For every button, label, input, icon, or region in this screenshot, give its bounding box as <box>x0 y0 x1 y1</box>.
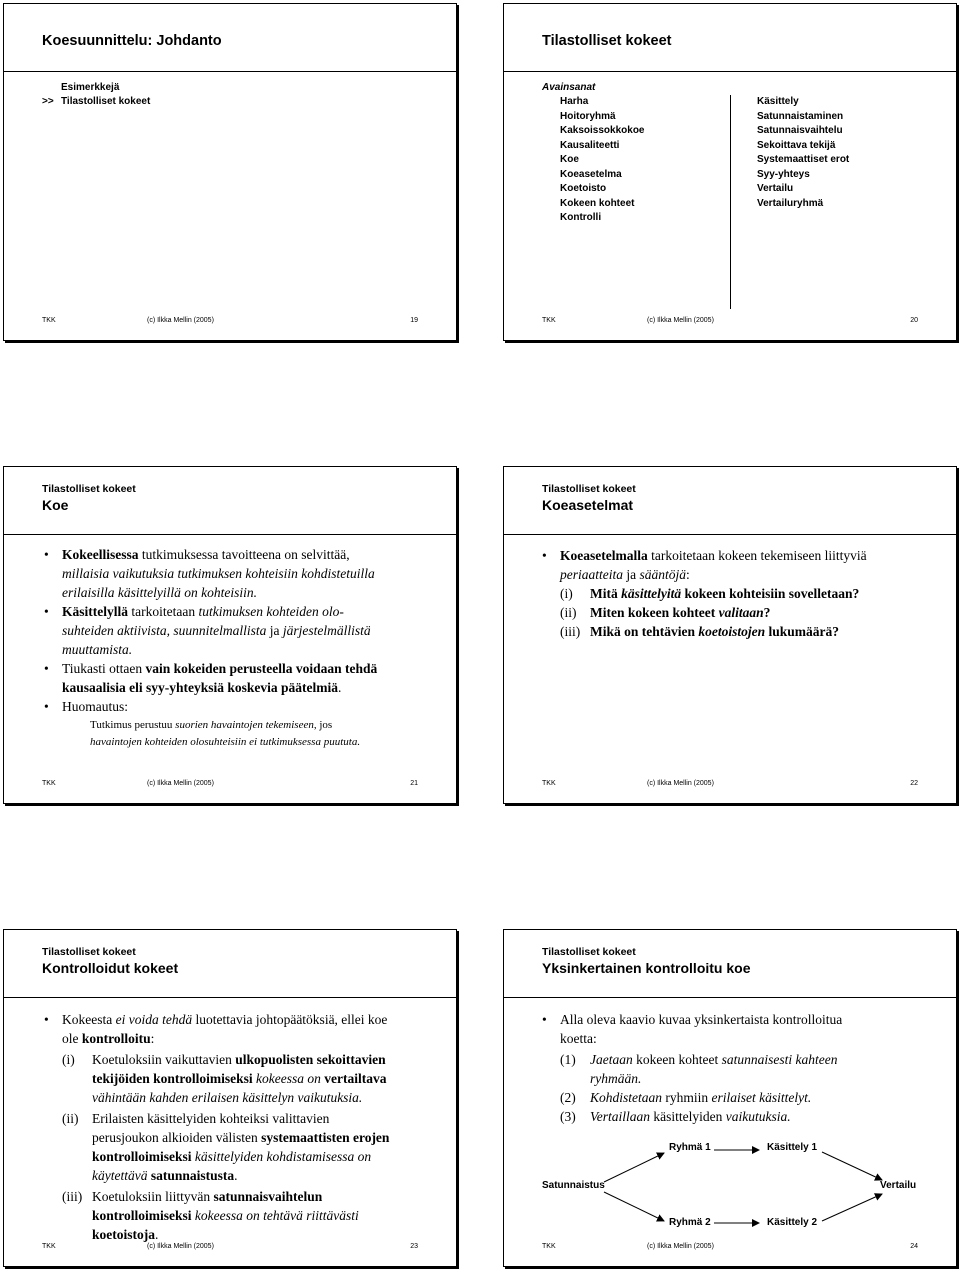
text: kontrolloimiseksi <box>92 1208 192 1223</box>
keyword-item: Kokeen kohteet <box>560 197 635 209</box>
text: käsittelyiden <box>650 1109 726 1124</box>
keywords-column-2 <box>757 95 849 211</box>
slide-subhead: Tilastolliset kokeet <box>542 946 636 958</box>
text: koetoistoja <box>92 1227 155 1242</box>
text: järjestelmällistä <box>282 623 371 638</box>
footer-copyright: (c) Ilkka Mellin (2005) <box>147 780 214 787</box>
term: Käsittelyllä <box>62 604 128 619</box>
text: havaintojen kohteiden olosuhteisiin ei tutkimuksessa puututa. <box>90 736 361 748</box>
text: Vertaillaan <box>590 1109 650 1124</box>
keyword-item: Käsittely <box>757 96 799 107</box>
keyword-item: Koetoisto <box>560 183 607 194</box>
slide-footer <box>542 317 918 327</box>
keyword-item: Satunnaisvaihtelu <box>757 125 843 136</box>
text: käytettävä <box>92 1168 148 1183</box>
text: kokeen kohteet <box>632 1052 722 1067</box>
text: ? <box>763 605 771 620</box>
text: vertailtava <box>324 1071 387 1086</box>
arrow-random-to-group1 <box>604 1153 664 1182</box>
slide-subhead: Tilastolliset kokeet <box>42 483 136 495</box>
text: ja <box>623 567 640 582</box>
footer-copyright: (c) Ilkka Mellin (2005) <box>147 317 214 324</box>
text: , jos <box>313 719 333 731</box>
footer-org: TKK <box>42 1243 56 1250</box>
keyword-item: Koeasetelma <box>560 168 622 180</box>
text: . <box>234 1168 238 1183</box>
slide-footer <box>542 780 918 790</box>
keyword-item: Harha <box>560 96 589 107</box>
slide-22 <box>503 466 957 804</box>
text: ryhmiin <box>662 1090 712 1105</box>
text: : <box>150 1031 155 1046</box>
text: koetoistojen <box>698 624 766 639</box>
slide-title: Koesuunnittelu: Johdanto <box>42 33 222 49</box>
divider <box>504 534 956 535</box>
text: millaisia vaikutuksia tutkimuksen kohteisiin kohdistetuilla <box>62 566 375 581</box>
text: perusjoukon alkioiden välisten <box>92 1130 262 1145</box>
text: tutkimuksen kohteiden olo- <box>198 604 344 619</box>
list-item <box>62 1187 442 1244</box>
text: kausaalisia eli syy-yhteyksiä koskevia päätelmiä <box>62 680 339 695</box>
footer-org: TKK <box>542 1243 556 1250</box>
column-divider <box>730 95 731 309</box>
text: satunnaistusta <box>150 1168 235 1183</box>
text: Huomautus: <box>62 699 128 714</box>
diagram-arrows <box>504 930 958 1268</box>
bullet-icon: • <box>542 1012 547 1027</box>
text: ulkopuolisten sekoittavien <box>235 1052 386 1067</box>
list-item <box>560 584 940 603</box>
text: tarkoitetaan <box>128 604 199 619</box>
slide-footer <box>42 1243 418 1253</box>
divider <box>4 71 456 72</box>
text: kontrolloitu <box>81 1031 151 1046</box>
text: : <box>686 567 690 582</box>
footer-org: TKK <box>542 780 556 787</box>
divider <box>504 71 956 72</box>
item-number: (iii) <box>62 1189 83 1204</box>
arrow-treat1-to-compare <box>822 1152 882 1180</box>
page-number: 22 <box>910 780 918 787</box>
text: Alla oleva kaavio kuvaa yksinkertaista kontrolloitua <box>560 1012 843 1027</box>
text: Erilaisten käsittelyiden kohteiksi valittavien <box>92 1111 330 1126</box>
arrow-treat2-to-compare <box>822 1194 882 1221</box>
footer-copyright: (c) Ilkka Mellin (2005) <box>647 317 714 324</box>
slide-body <box>44 545 442 751</box>
slide-body <box>44 1010 442 1244</box>
item-number: (ii) <box>560 605 577 620</box>
item-number: (i) <box>560 586 573 601</box>
keyword-item: Kontrolli <box>560 212 602 223</box>
slide-title: Tilastolliset kokeet <box>542 33 672 49</box>
slide-footer <box>542 1243 918 1253</box>
text: Koetuloksiin vaikuttavien <box>92 1052 236 1067</box>
examples-label: Esimerkkejä <box>61 82 120 93</box>
text: Kokeesta <box>62 1012 116 1027</box>
keyword-item: Hoitoryhmä <box>560 110 616 122</box>
text: suhteiden aktiivista, suunnitelmallista <box>62 623 267 638</box>
bullet-icon: • <box>44 699 49 714</box>
slide-body <box>542 546 940 641</box>
item-number: (2) <box>560 1090 576 1105</box>
text: ja <box>266 623 283 638</box>
text: tekijöiden kontrolloimiseksi <box>92 1071 253 1086</box>
bullet-item <box>542 546 940 584</box>
keyword-item: Koe <box>560 154 579 165</box>
keyword-item: Vertailu <box>757 183 794 194</box>
term: Kokeellisessa <box>62 547 139 562</box>
text: Tiukasti ottaen <box>62 661 146 676</box>
footer-copyright: (c) Ilkka Mellin (2005) <box>647 780 714 787</box>
diagram-randomization: Satunnaistus <box>542 1180 605 1191</box>
footer-org: TKK <box>542 317 556 324</box>
slide-footer <box>42 317 418 327</box>
bullet-icon: • <box>44 661 49 676</box>
slide-23 <box>3 929 457 1267</box>
text: ei voida tehdä <box>115 1012 193 1027</box>
text: Kohdistetaan <box>590 1090 663 1105</box>
slide-20 <box>503 3 957 341</box>
text: koetta: <box>560 1031 597 1046</box>
text: . <box>155 1227 159 1242</box>
slide-title: Kontrolloidut kokeet <box>42 960 179 976</box>
slide-21 <box>3 466 457 804</box>
list-item <box>560 603 940 622</box>
item-number: (iii) <box>560 624 581 639</box>
text: periaatteita <box>560 567 623 582</box>
slide-title: Yksinkertainen kontrolloitu koe <box>542 960 751 976</box>
text: kokeessa on tehtävä riittävästi <box>191 1208 359 1223</box>
bullet-item <box>44 545 442 602</box>
slide-title: Koeasetelmat <box>542 497 634 513</box>
list-item <box>560 622 940 641</box>
page-number: 24 <box>910 1243 918 1250</box>
slide-24 <box>503 929 957 1267</box>
text: Tutkimus perustuu <box>90 719 176 731</box>
page-number: 21 <box>410 780 418 787</box>
text: luotettavia johtopäätöksiä, ellei koe <box>192 1012 388 1027</box>
divider <box>4 534 456 535</box>
diagram-group-1: Ryhmä 1 <box>669 1142 711 1153</box>
diagram-treatment-2: Käsittely 2 <box>767 1217 818 1228</box>
keyword-item: Systemaattiset erot <box>757 154 850 165</box>
text: ole <box>62 1031 82 1046</box>
text: kokeessa on <box>256 1071 321 1086</box>
text: muuttamista. <box>62 642 133 657</box>
keyword-item: Satunnaistaminen <box>757 110 844 122</box>
text: vähintään kahden erilaisen käsittelyn vaikutuksia. <box>92 1090 363 1105</box>
slide-footer <box>42 780 418 790</box>
note <box>62 717 442 751</box>
keywords-column-1 <box>560 95 645 226</box>
slide-subhead: Tilastolliset kokeet <box>542 483 636 495</box>
text: Mikä on tehtävien <box>590 624 699 639</box>
current-item: Tilastolliset kokeet <box>61 96 151 107</box>
diagram-comparison: Vertailu <box>880 1180 917 1191</box>
keyword-item: Kaksoissokkokoe <box>560 125 645 136</box>
list-item <box>62 1109 442 1185</box>
text: käsittelyiden kohdistamisessa on <box>191 1149 372 1164</box>
text: käsittelyitä <box>621 586 682 601</box>
page-number: 20 <box>910 317 918 324</box>
item-number: (3) <box>560 1109 576 1124</box>
text: kokeen kohteisiin sovelletaan? <box>681 586 860 601</box>
text: Mitä <box>590 586 622 601</box>
divider <box>4 997 456 998</box>
text: satunnaisesti kahteen <box>721 1052 838 1067</box>
item-number: (i) <box>62 1052 75 1067</box>
text: kontrolloimiseksi <box>92 1149 192 1164</box>
bullet-item <box>44 659 442 697</box>
text: erilaiset käsittelyt. <box>711 1090 812 1105</box>
text: Jaetaan <box>590 1052 633 1067</box>
text: . <box>338 680 342 695</box>
current-marker: >> <box>42 96 54 107</box>
list-item <box>62 1050 442 1107</box>
footer-org: TKK <box>42 317 56 324</box>
text: vaikutuksia. <box>725 1109 791 1124</box>
slide-title: Koe <box>42 497 69 513</box>
text: tarkoitetaan kokeen tekemiseen liittyviä <box>647 548 867 563</box>
bullet-item <box>44 602 442 659</box>
bullet-icon: • <box>44 1012 49 1027</box>
text: erilaisilla käsittelyillä on kohteisiin. <box>62 585 257 600</box>
item-number: (1) <box>560 1052 576 1067</box>
slide-19 <box>3 3 457 341</box>
text: valitaan <box>718 605 764 620</box>
text: systemaattisten erojen <box>261 1130 390 1145</box>
keywords-label: Avainsanat <box>542 82 596 93</box>
footer-org: TKK <box>42 780 56 787</box>
slide-subhead: Tilastolliset kokeet <box>42 946 136 958</box>
text: Koetuloksiin liittyvän <box>92 1189 214 1204</box>
text: vain kokeiden perusteella voidaan tehdä <box>145 661 378 676</box>
bullet-icon: • <box>44 604 49 619</box>
bullet-item <box>44 697 442 716</box>
text: tutkimuksessa tavoitteena on selvittää, <box>138 547 350 562</box>
keyword-item: Syy-yhteys <box>757 168 810 180</box>
text: ryhmään. <box>590 1071 642 1086</box>
footer-copyright: (c) Ilkka Mellin (2005) <box>147 1243 214 1250</box>
text: sääntöjä <box>639 567 687 582</box>
footer-copyright: (c) Ilkka Mellin (2005) <box>647 1243 714 1250</box>
term: Koeasetelmalla <box>560 548 648 563</box>
text: lukumäärä? <box>765 624 840 639</box>
arrow-random-to-group2 <box>604 1192 664 1221</box>
bullet-item <box>44 1010 442 1048</box>
keyword-item: Vertailuryhmä <box>757 197 824 209</box>
page-number: 23 <box>410 1243 418 1250</box>
text: suorien havaintojen tekemiseen <box>175 719 314 731</box>
text: satunnaisvaihtelun <box>213 1189 323 1204</box>
page-number: 19 <box>410 317 418 324</box>
keyword-item: Sekoittava tekijä <box>757 139 836 151</box>
text: Miten kokeen kohteet <box>590 605 719 620</box>
keyword-item: Kausaliteetti <box>560 139 620 151</box>
bullet-icon: • <box>542 548 547 563</box>
diagram-group-2: Ryhmä 2 <box>669 1217 711 1228</box>
item-number: (ii) <box>62 1111 79 1126</box>
diagram-treatment-1: Käsittely 1 <box>767 1142 818 1153</box>
bullet-icon: • <box>44 547 49 562</box>
